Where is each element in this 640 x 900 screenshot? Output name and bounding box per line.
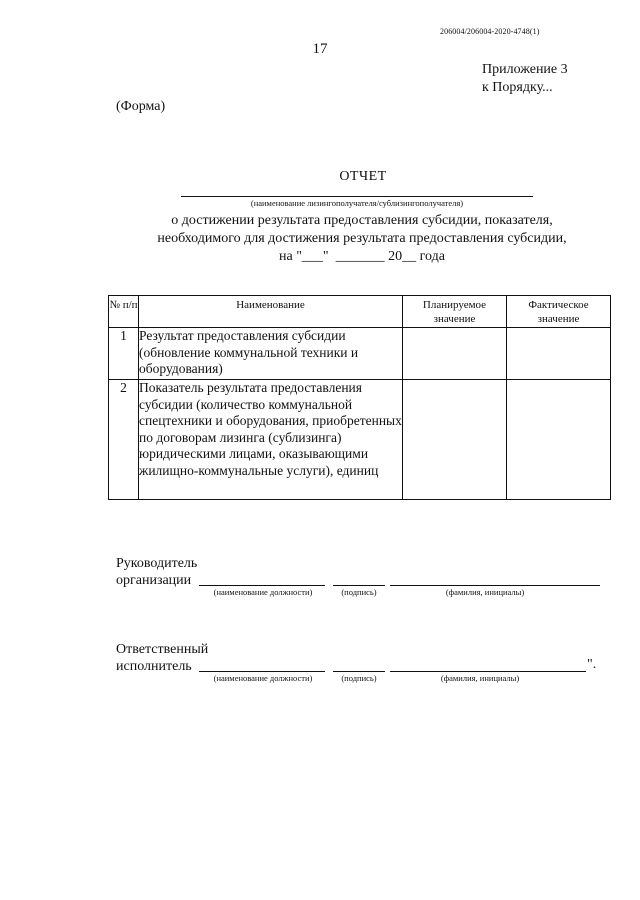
row-actual (507, 328, 611, 380)
row-name: Показатель результата предоставления субсидии (количество коммунальной спецтехники и оборудования, приобретенных по договорам лизинга (сублизинга) юридическими лицами, оказывающими жилищно-коммунальные услуги), единиц (139, 380, 403, 500)
appendix-line-1: Приложение 3 (482, 62, 568, 77)
subtitle-line-2: необходимого для достижения результата предоставления субсидии, (157, 231, 567, 246)
closing-quote: ". (587, 657, 597, 672)
executor-signature-label (116, 641, 208, 675)
head-signature-caption: (подпись) (341, 587, 377, 597)
executor-name-line (390, 671, 586, 672)
report-subtitle (100, 212, 624, 266)
executor-position-line (199, 671, 325, 672)
head-label-line-2: организации (116, 573, 192, 588)
header-actual-label: Фактическое значение (528, 299, 589, 325)
executor-label-line-1: Ответственный (116, 642, 209, 657)
header-actual (507, 296, 611, 328)
executor-signature-caption: (подпись) (341, 673, 377, 683)
header-num (109, 296, 139, 328)
row-num: 1 (109, 328, 139, 380)
table-row (109, 328, 611, 380)
row-planned (403, 380, 507, 500)
recipient-name-line (181, 196, 533, 197)
header-planned (403, 296, 507, 328)
head-signature-label (116, 555, 197, 589)
table-header-row (109, 296, 611, 328)
row-name: Результат предоставления субсидии (обновление коммунальной техники и оборудования) (139, 328, 403, 380)
subtitle-line-3: на "___" _______ 20__ года (279, 249, 445, 264)
head-position-line (199, 585, 325, 586)
head-name-line (390, 585, 600, 586)
head-name-caption: (фамилия, инициалы) (445, 587, 525, 597)
header-num-label: № п/п (109, 299, 138, 311)
row-actual (507, 380, 611, 500)
document-id: 206004/206004-2020-4748(1) (440, 27, 540, 36)
executor-label-line-2: исполнитель (116, 659, 192, 674)
row-planned (403, 328, 507, 380)
executor-name-caption: (фамилия, инициалы) (440, 673, 520, 683)
executor-position-caption: (наименование должности) (213, 673, 313, 683)
head-signature-line (333, 585, 385, 586)
head-position-caption: (наименование должности) (213, 587, 313, 597)
header-name-label: Наименование (236, 299, 305, 311)
appendix-line-2: к Порядку... (482, 80, 553, 95)
report-table (108, 295, 611, 500)
header-name (139, 296, 403, 328)
report-title: ОТЧЕТ (339, 169, 387, 184)
appendix-reference (482, 61, 622, 97)
page-number: 17 (312, 41, 328, 57)
executor-signature-line (333, 671, 385, 672)
subtitle-line-1: о достижении результата предоставления субсидии, показателя, (171, 213, 553, 228)
table-row (109, 380, 611, 500)
head-label-line-1: Руководитель (116, 556, 198, 571)
header-planned-label: Планируемое значение (422, 299, 487, 325)
form-label: (Форма) (116, 99, 166, 114)
row-num: 2 (109, 380, 139, 500)
recipient-caption: (наименование лизингополучателя/сублизингополучателя) (250, 198, 464, 208)
